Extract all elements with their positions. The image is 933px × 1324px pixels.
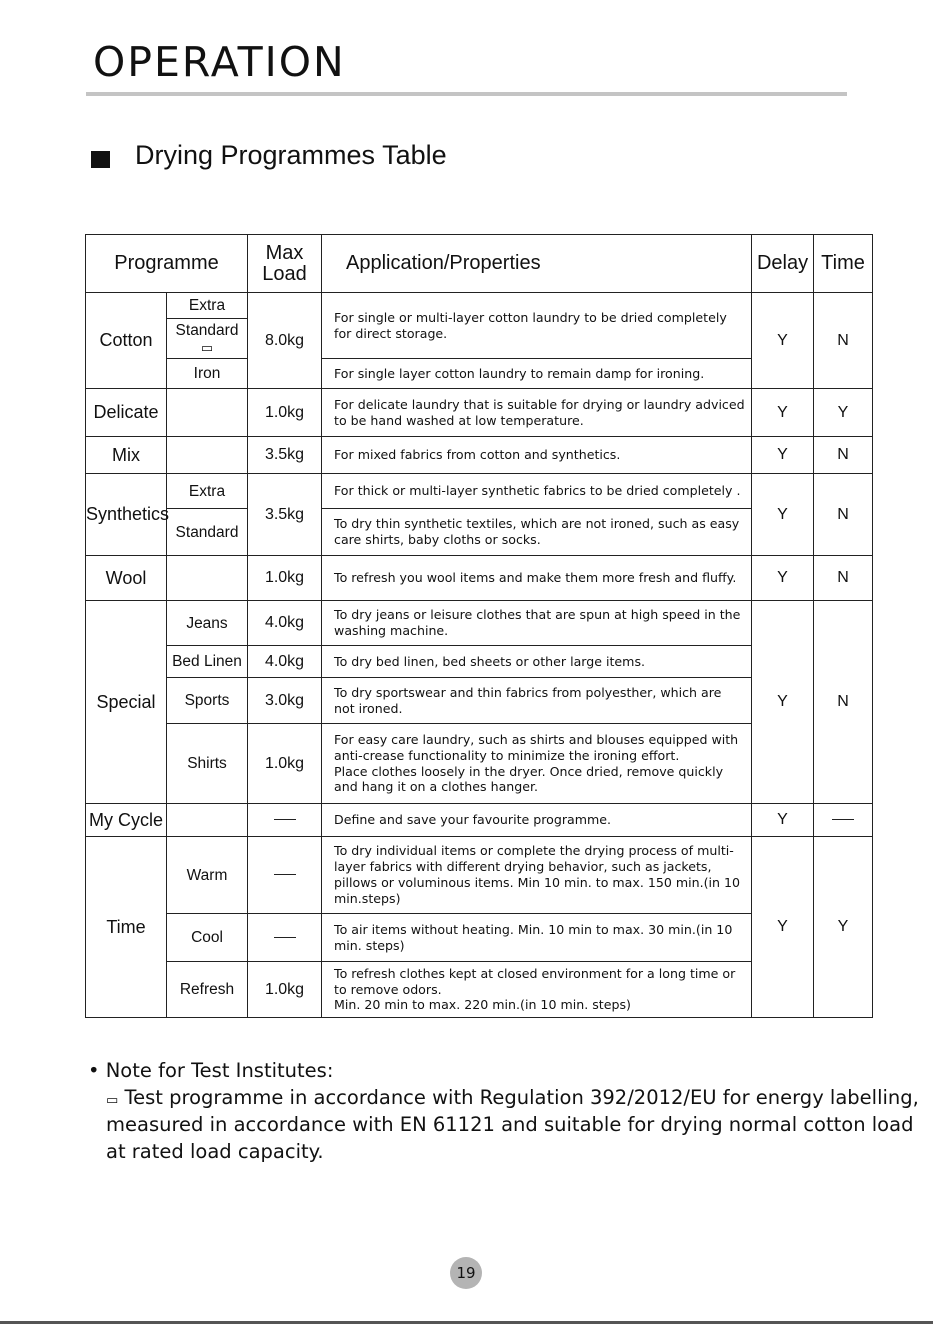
cotton-delay: Y (752, 293, 814, 389)
time-warm: Warm (167, 837, 248, 914)
programme-special: Special (86, 601, 167, 804)
shirts-desc-part1: For easy care laundry, such as shirts and blouses equipped with anti-crease functionality to minimize the ironing effort. (334, 731, 739, 763)
special-jeans: Jeans (167, 601, 248, 646)
programme-my-cycle: My Cycle (86, 804, 167, 837)
special-sports-load: 3.0kg (248, 678, 322, 724)
table-row (86, 293, 873, 319)
page-title: OPERATION (93, 38, 346, 86)
my-cycle-time (814, 804, 873, 837)
delicate-load: 1.0kg (248, 389, 322, 437)
table-row (86, 437, 873, 474)
synthetics-standard: Standard (167, 509, 248, 556)
wool-load: 1.0kg (248, 556, 322, 601)
table-row (86, 837, 873, 914)
note-line-1 (106, 1086, 919, 1109)
test-programme-icon: ▭ (106, 1093, 119, 1108)
not-applicable-dash (274, 874, 296, 875)
title-divider (86, 92, 847, 96)
cotton-load: 8.0kg (248, 293, 322, 389)
col-header-programme: Programme (86, 235, 248, 293)
special-jeans-load: 4.0kg (248, 601, 322, 646)
not-applicable-dash (274, 819, 296, 820)
not-applicable-dash (832, 819, 854, 820)
mix-delay: Y (752, 437, 814, 474)
time-cool-load (248, 914, 322, 962)
col-header-delay: Delay (752, 235, 814, 293)
mix-sub-empty (167, 437, 248, 474)
max-load-label-line1: Max (265, 241, 304, 264)
special-shirts-desc (322, 724, 752, 804)
table-row (86, 601, 873, 646)
col-header-application: Application/Properties (322, 235, 752, 293)
delicate-desc: For delicate laundry that is suitable for drying or laundry adviced to be hand washed at low temperature. (322, 389, 752, 437)
special-jeans-desc: To dry jeans or leisure clothes that are spun at high speed in the washing machine. (322, 601, 752, 646)
special-bed-linen: Bed Linen (167, 646, 248, 678)
mix-load: 3.5kg (248, 437, 322, 474)
cotton-extra: Extra (167, 293, 248, 319)
time-refresh: Refresh (167, 962, 248, 1018)
square-bullet-icon (91, 151, 110, 168)
time-cool: Cool (167, 914, 248, 962)
synthetics-extra: Extra (167, 474, 248, 509)
my-cycle-load (248, 804, 322, 837)
programme-cotton: Cotton (86, 293, 167, 389)
note-heading (88, 1059, 333, 1082)
col-header-max-load (248, 235, 322, 293)
delicate-delay: Y (752, 389, 814, 437)
time-cool-desc: To air items without heating. Min. 10 min to max. 30 min.(in 10 min. steps) (322, 914, 752, 962)
note-heading-text: Note for Test Institutes: (105, 1059, 334, 1082)
cotton-time: N (814, 293, 873, 389)
cotton-iron-desc: For single layer cotton laundry to remain damp for ironing. (322, 359, 752, 389)
programme-time: Time (86, 837, 167, 1018)
cotton-desc: For single or multi-layer cotton laundry to be dried completely for direct storage. (322, 293, 752, 359)
refresh-desc-part1: To refresh clothes kept at closed environment for a long time or to remove odors. (334, 965, 736, 997)
synthetics-load: 3.5kg (248, 474, 322, 556)
programme-delicate: Delicate (86, 389, 167, 437)
wool-time: N (814, 556, 873, 601)
max-load-label-line2: Load (262, 262, 307, 285)
wool-delay: Y (752, 556, 814, 601)
shirts-desc-part2: Place clothes loosely in the dryer. Once dried, remove quickly and hang it on a clothes hanger. (334, 763, 724, 795)
synthetics-standard-desc: To dry thin synthetic textiles, which are not ironed, such as easy care shirts, baby cloths or socks. (322, 509, 752, 556)
programme-wool: Wool (86, 556, 167, 601)
time-time: Y (814, 837, 873, 1018)
cotton-standard-label: Standard (175, 321, 239, 339)
synthetics-extra-desc: For thick or multi-layer synthetic fabrics to be dried completely . (322, 474, 752, 509)
time-refresh-load: 1.0kg (248, 962, 322, 1018)
my-cycle-delay: Y (752, 804, 814, 837)
special-shirts-load: 1.0kg (248, 724, 322, 804)
my-cycle-desc: Define and save your favourite programme. (322, 804, 752, 837)
note-line-1-text: Test programme in accordance with Regulation 392/2012/EU for energy labelling, (124, 1086, 919, 1109)
col-header-time: Time (814, 235, 873, 293)
mix-time: N (814, 437, 873, 474)
drying-programmes-table (85, 234, 873, 1018)
programme-synthetics: Synthetics (86, 474, 167, 556)
page-number: 19 (450, 1257, 482, 1289)
refresh-desc-part2: Min. 20 min to max. 220 min.(in 10 min. steps) (334, 997, 631, 1013)
table-row (86, 804, 873, 837)
not-applicable-dash (274, 937, 296, 938)
test-programme-icon: ▭ (200, 339, 214, 355)
programme-mix: Mix (86, 437, 167, 474)
my-cycle-sub-empty (167, 804, 248, 837)
delicate-time: Y (814, 389, 873, 437)
special-sports: Sports (167, 678, 248, 724)
time-warm-desc: To dry individual items or complete the drying process of multi-layer fabrics with different drying behavior, such as jackets, pillows or voluminous items. Min 10 min. to max. 150 min.(in 10 min.steps) (322, 837, 752, 914)
special-time: N (814, 601, 873, 804)
delicate-sub-empty (167, 389, 248, 437)
note-line-2: measured in accordance with EN 61121 and suitable for drying normal cotton load (106, 1113, 914, 1136)
wool-desc: To refresh you wool items and make them more fresh and fluffy. (322, 556, 752, 601)
special-bed-linen-load: 4.0kg (248, 646, 322, 678)
cotton-iron: Iron (167, 359, 248, 389)
synthetics-delay: Y (752, 474, 814, 556)
section-heading-text: Drying Programmes Table (135, 140, 447, 170)
table-row (86, 474, 873, 509)
mix-desc: For mixed fabrics from cotton and synthetics. (322, 437, 752, 474)
special-bed-linen-desc: To dry bed linen, bed sheets or other large items. (322, 646, 752, 678)
time-refresh-desc (322, 962, 752, 1018)
special-delay: Y (752, 601, 814, 804)
cotton-standard (167, 319, 248, 359)
table-row (86, 389, 873, 437)
table-header-row (86, 235, 873, 293)
synthetics-time: N (814, 474, 873, 556)
time-warm-load (248, 837, 322, 914)
special-sports-desc: To dry sportswear and thin fabrics from polyesther, which are not ironed. (322, 678, 752, 724)
wool-sub-empty (167, 556, 248, 601)
bullet-icon: • (88, 1059, 100, 1082)
table-row (86, 556, 873, 601)
special-shirts: Shirts (167, 724, 248, 804)
time-delay: Y (752, 837, 814, 1018)
note-line-3: at rated load capacity. (106, 1140, 324, 1163)
